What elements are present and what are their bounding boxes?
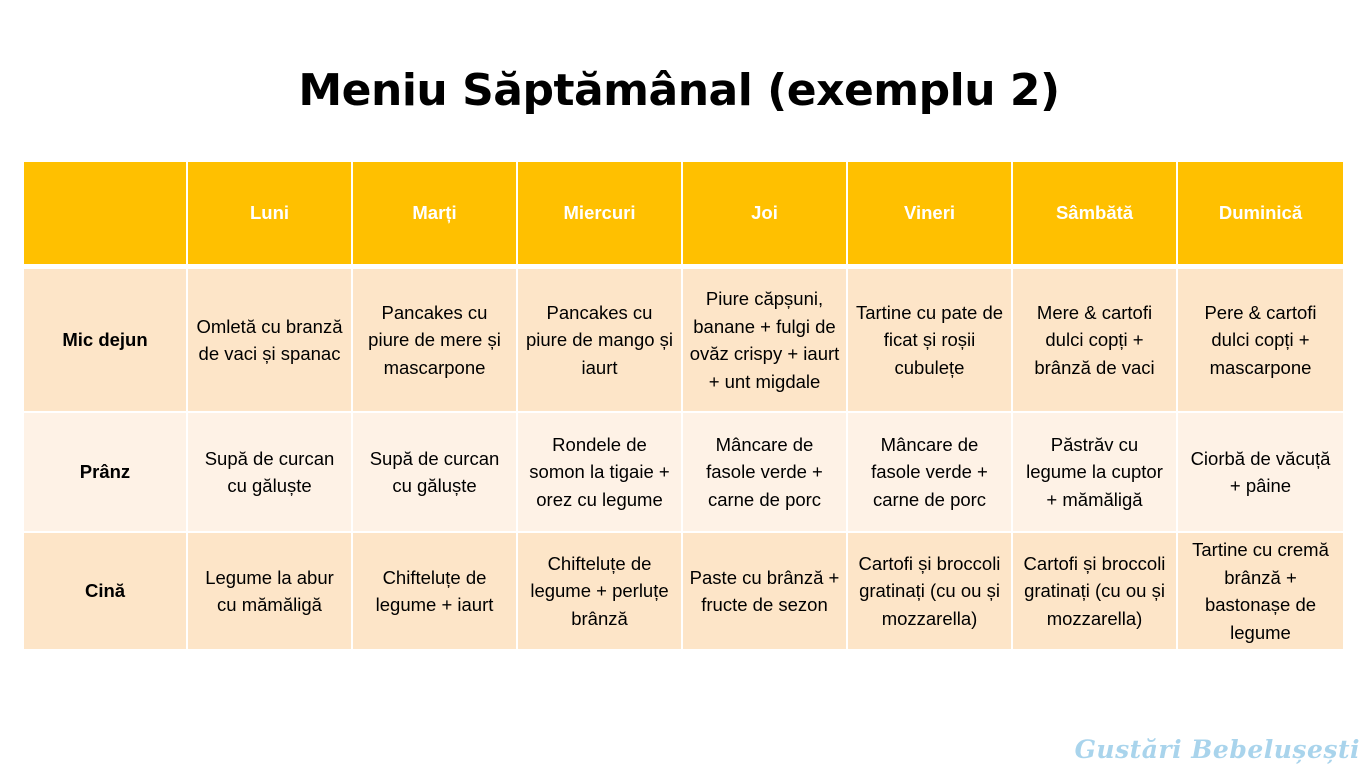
table-cell: Piure căpșuni, banane + fulgi de ovăz crispy + iaurt + unt migdale xyxy=(682,267,847,413)
header-day-joi: Joi xyxy=(682,161,847,267)
table-cell: Pancakes cu piure de mere și mascarpone xyxy=(352,267,517,413)
table-cell: Tartine cu cremă brânză + bastonașe de legume xyxy=(1177,532,1344,650)
table-cell: Mâncare de fasole verde + carne de porc xyxy=(847,412,1012,532)
row-label-mic-dejun: Mic dejun xyxy=(23,267,187,413)
table-cell: Păstrăv cu legume la cuptor + mămăligă xyxy=(1012,412,1177,532)
table-cell: Legume la abur cu mămăligă xyxy=(187,532,352,650)
header-day-sambata: Sâmbătă xyxy=(1012,161,1177,267)
table-cell: Omletă cu branză de vaci și spanac xyxy=(187,267,352,413)
table-cell: Chifteluțe de legume + perluțe brânză xyxy=(517,532,682,650)
header-row xyxy=(23,161,1344,267)
table-cell: Mere & cartofi dulci copți + brânză de vaci xyxy=(1012,267,1177,413)
table-cell: Pancakes cu piure de mango și iaurt xyxy=(517,267,682,413)
table-cell: Supă de curcan cu găluște xyxy=(187,412,352,532)
row-label-pranz: Prânz xyxy=(23,412,187,532)
table-row-mic-dejun xyxy=(23,267,1344,413)
header-day-duminica: Duminică xyxy=(1177,161,1344,267)
table-cell: Mâncare de fasole verde + carne de porc xyxy=(682,412,847,532)
table-cell: Ciorbă de văcuță + pâine xyxy=(1177,412,1344,532)
table-cell: Pere & cartofi dulci copți + mascarpone xyxy=(1177,267,1344,413)
table-row-cina xyxy=(23,532,1344,650)
table-cell: Cartofi și broccoli gratinați (cu ou și mozzarella) xyxy=(1012,532,1177,650)
header-corner-cell xyxy=(23,161,187,267)
table-cell: Cartofi și broccoli gratinați (cu ou și mozzarella) xyxy=(847,532,1012,650)
page-title: Meniu Săptămânal (exemplu 2) xyxy=(298,65,1060,116)
weekly-menu-table xyxy=(22,160,1345,651)
table-cell: Rondele de somon la tigaie + orez cu legume xyxy=(517,412,682,532)
row-label-cina: Cină xyxy=(23,532,187,650)
header-day-marti: Marți xyxy=(352,161,517,267)
header-day-luni: Luni xyxy=(187,161,352,267)
table-cell: Tartine cu pate de ficat și roșii cubulețe xyxy=(847,267,1012,413)
table-row-pranz xyxy=(23,412,1344,532)
header-day-miercuri: Miercuri xyxy=(517,161,682,267)
header-day-vineri: Vineri xyxy=(847,161,1012,267)
watermark-logo: Gustări Bebelușești xyxy=(1074,735,1360,764)
table-cell: Paste cu brânză + fructe de sezon xyxy=(682,532,847,650)
table-cell: Supă de curcan cu găluște xyxy=(352,412,517,532)
table-cell: Chifteluțe de legume + iaurt xyxy=(352,532,517,650)
